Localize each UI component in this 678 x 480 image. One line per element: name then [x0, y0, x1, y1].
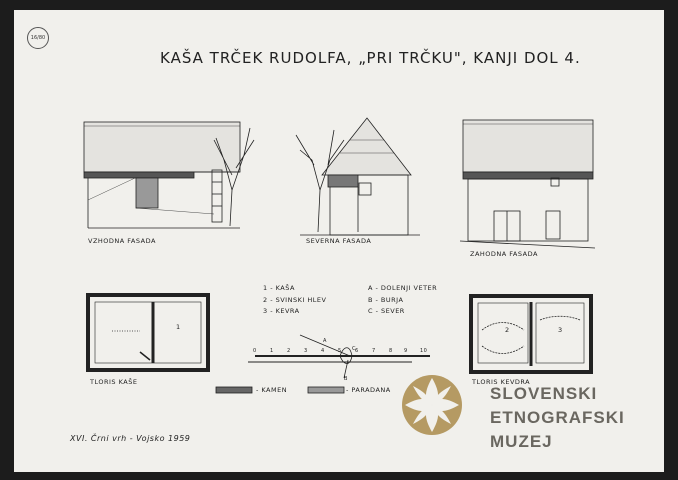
plan-room-2: 2: [505, 326, 510, 334]
legend-room-3: 3 - KEVRA: [263, 307, 300, 315]
watermark-line-2: ETNOGRAFSKI: [490, 408, 625, 427]
west-facade-drawing: [460, 120, 595, 248]
north-facade-drawing: [296, 118, 420, 235]
label-plan-kasa: TLORIS KAŠE: [90, 378, 138, 386]
legend-room-1: 1 - KAŠA: [263, 284, 295, 292]
scale-tick: 0: [253, 348, 257, 354]
scale-tick: 5: [338, 348, 342, 354]
compass-a: A: [323, 338, 327, 344]
museum-logo: [402, 375, 462, 435]
plan-kasa-drawing: [88, 295, 208, 370]
scale-tick: 4: [321, 348, 325, 354]
scale-tick: 2: [287, 348, 291, 354]
label-plan-kevdra: TLORIS KEVDRA: [472, 378, 531, 386]
legend-wind-b: B - BURJA: [368, 296, 404, 304]
scale-and-compass: [248, 335, 430, 378]
label-north-facade: SEVERNA FASADA: [306, 237, 372, 245]
plan-room-1: 1: [176, 323, 181, 331]
legend-wind-c: C - SEVER: [368, 307, 405, 315]
drawing-title: KAŠA TRČEK RUDOLFA, „PRI TRČKU", KANJI DOL 4.: [160, 49, 581, 67]
east-facade-drawing: [84, 122, 254, 228]
scale-tick: 9: [404, 348, 408, 354]
stone-swatch: [216, 387, 252, 393]
archive-stamp: 16/80: [27, 27, 49, 49]
scale-tick: 10: [420, 348, 428, 354]
plan-room-3: 3: [558, 326, 563, 334]
scale-tick: 1: [270, 348, 274, 354]
board-swatch: [308, 387, 344, 393]
legend-board: - PARADANA: [346, 386, 391, 394]
legend-room-2: 2 - SVINSKI HLEV: [263, 296, 327, 304]
scale-tick: 6: [355, 348, 359, 354]
legend-stone: - KAMEN: [256, 386, 288, 394]
label-east-facade: VZHODNA FASADA: [88, 237, 156, 245]
compass-b: B: [344, 376, 348, 382]
watermark-line-3: MUZEJ: [490, 432, 553, 451]
signature: XVI. Črni vrh - Vojsko 1959: [70, 434, 191, 443]
scale-tick: 3: [304, 348, 308, 354]
compass-c: C: [352, 346, 356, 352]
plan-kevdra-drawing: [471, 296, 591, 372]
scale-tick: 7: [372, 348, 376, 354]
scale-tick: 8: [389, 348, 393, 354]
legend-wind-a: A - DOLENJI VETER: [368, 284, 438, 292]
label-west-facade: ZAHODNA FASADA: [470, 250, 538, 258]
watermark-line-1: SLOVENSKI: [490, 384, 598, 403]
